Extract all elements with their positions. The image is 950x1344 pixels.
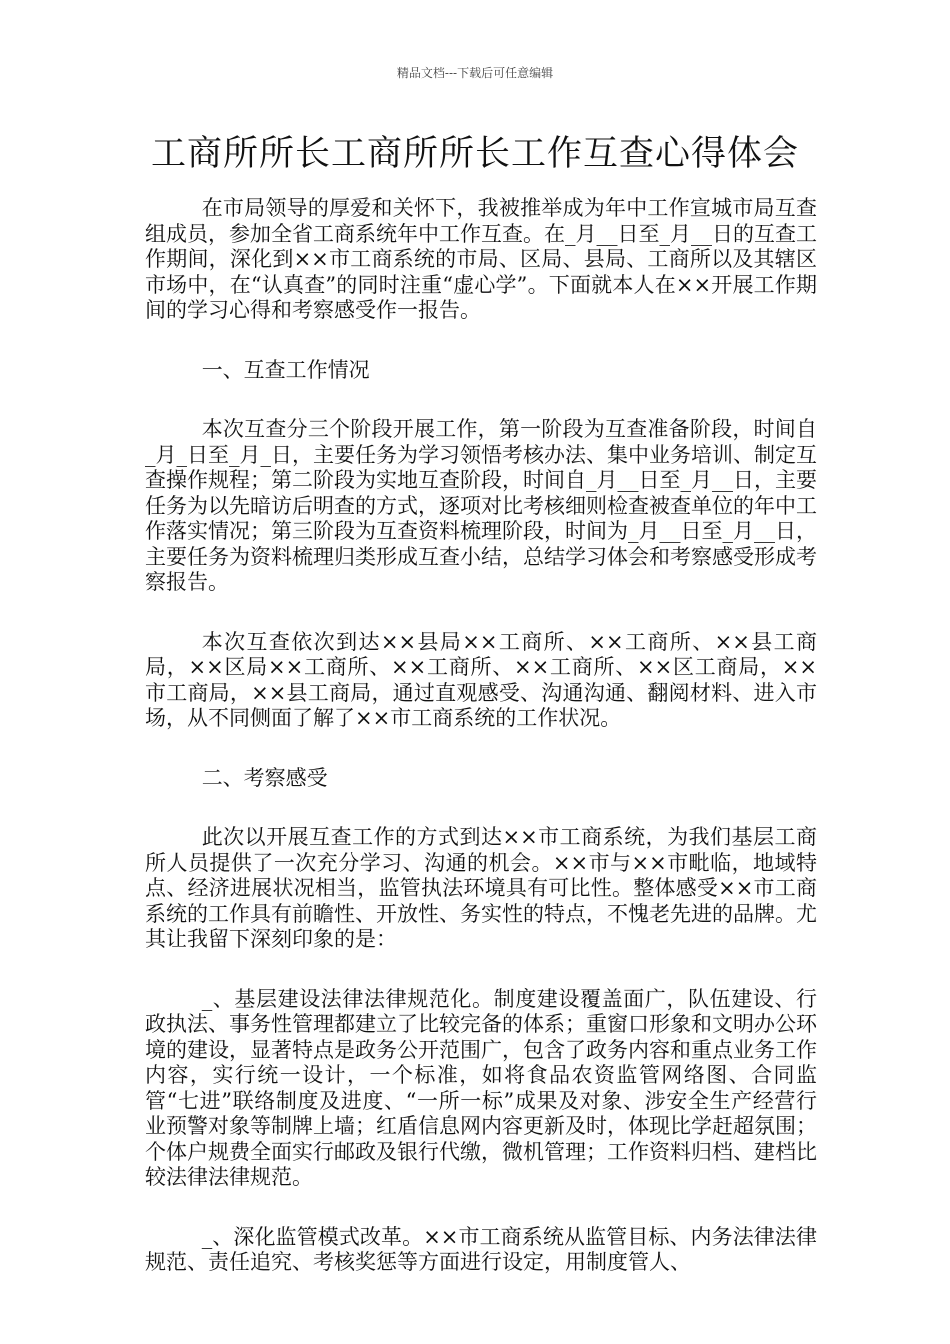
paragraph-point-1: _、基层建设法律法律规范化。制度建设覆盖面广，队伍建设、行政执法、事务性管理都建立了比较完备的体系；重窗口形象和文明办公环境的建设，显著特点是政务公开范围广，包含了政务内容和重点业务工作内容，实行统一设计，一个标准，如将食品农资监管网络图、合同监管“七进”联络制度及进度、“一所一标”成果及对象、涉安全生产经营行业预警对象等制牌上墙；红盾信息网内容更新及时，体现比学赶超氛围；个体户规费全面实行邮政及银行代缴，微机管理；工作资料归档、建档比较法律法律规范。 (145, 986, 817, 1189)
section-heading-1: 一、互查工作情况 (201, 357, 370, 382)
paragraph-impressions: 此次以开展互查工作的方式到达××市工商系统，为我们基层工商所人员提供了一次充分学习、沟通的机会。××市与××市毗临，地域特点、经济进展状况相当，监管执法环境具有可比性。整体感受××市工商系统的工作具有前瞻性、开放性、务实性的特点，不愧老先进的品牌。尤其让我留下深刻印象的是： (145, 825, 817, 951)
paragraph-point-2: _、深化监管模式改革。××市工商系统从监管目标、内务法律法律规范、责任追究、考核奖惩等方面进行设定，用制度管人、 (145, 1224, 817, 1274)
paragraph-intro: 在市局领导的厚爱和关怀下，我被推举成为年中工作宣城市局互查组成员，参加全省工商系统年中工作互查。在_月__日至_月__日的互查工作期间，深化到××市工商系统的市局、区局、县局、工商所以及其辖区市场中，在“认真查”的同时注重“虚心学”。下面就本人在××开展工作期间的学习心得和考察感受作一报告。 (145, 196, 817, 322)
paragraph-visits: 本次互查依次到达××县局××工商所、××工商所、××县工商局，××区局××工商所、××工商所、××工商所、××区工商局，××市工商局，××县工商局，通过直观感受、沟通沟通、翻阅材料、进入市场，从不同侧面了解了××市工商系统的工作状况。 (145, 629, 817, 730)
document-title: 工商所所长工商所所长工作互查心得体会 (150, 134, 799, 174)
paragraph-stages: 本次互查分三个阶段开展工作，第一阶段为互查准备阶段，时间自_月_日至_月_日，主要任务为学习领悟考核办法、集中业务培训、制定互查操作规程；第二阶段为实地互查阶段，时间自_月__日至_月__日，主要任务为以先暗访后明查的方式，逐项对比考核细则检查被查单位的年中工作落实情况；第三阶段为互查资料梳理阶段，时间为_月__日至_月__日，主要任务为资料梳理归类形成互查小结，总结学习体会和考察感受形成考察报告。 (145, 417, 817, 594)
section-heading-2: 二、考察感受 (201, 765, 328, 790)
header-note: 精品文档---下载后可任意编辑 (396, 66, 554, 80)
document-body (145, 196, 817, 1310)
